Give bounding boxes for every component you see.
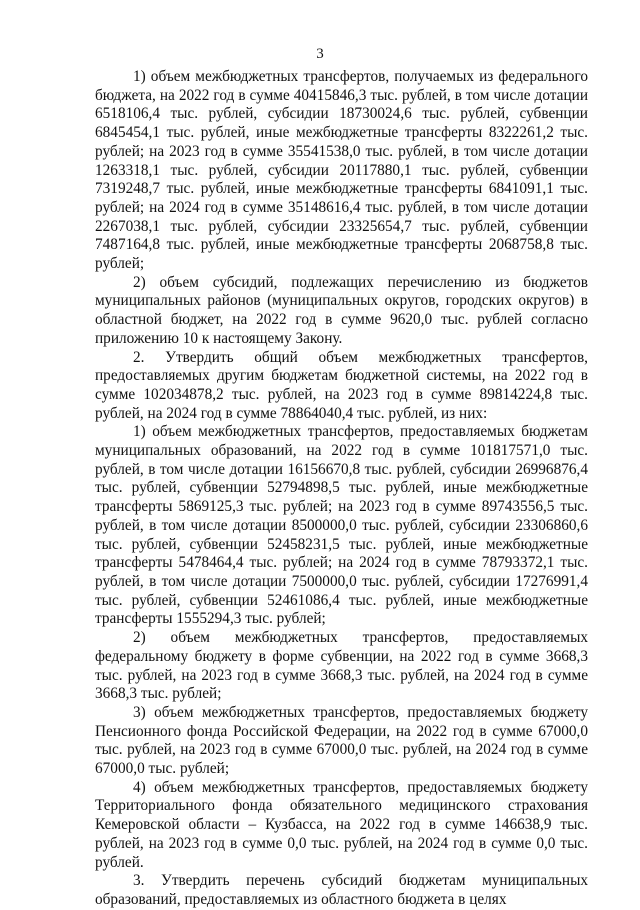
- paragraph-municipal-transfers: 1) объем межбюджетных трансфертов, предоставляемых бюджетам муниципальных образований, на 2022 год в сумме 101817571,0 тыс. рублей, в том числе дотации 16156670,8 тыс. рублей, субсидии 26996876,4 тыс. рублей, субвенции 52794898,5 тыс. рублей, иные межбюджетные трансферты 5869125,3 тыс. рублей; на 2023 год в сумме 89743556,5 тыс. рублей, в том числе дотации 8500000,0 тыс. рублей, субсидии 23306860,6 тыс. рублей, субвенции 52458231,5 тыс. рублей, иные межбюджетные трансферты 5478464,4 тыс. рублей; на 2024 год в сумме 78793372,1 тыс. рублей, в том числе дотации 7500000,0 тыс. рублей, субсидии 17276991,4 тыс. рублей, субвенции 52461086,4 тыс. рублей, иные межбюджетные трансферты 1555294,3 тыс. рублей;: [95, 423, 588, 628]
- page-number: 3: [316, 46, 324, 62]
- paragraph-federal-budget-subvention: 2) объем межбюджетных трансфертов, предоставляемых федеральному бюджету в форме субвенции, на 2022 год в сумме 3668,3 тыс. рублей, на 2023 год в сумме 3668,3 тыс. рублей, на 2024 год в сумме 3668,3 тыс. рублей;: [95, 629, 588, 703]
- paragraph-medical-insurance-fund-transfers: 4) объем межбюджетных трансфертов, предоставляемых бюджету Территориального фонда обязательного медицинского страхования Кемеровской области – Кузбасса, на 2022 год в сумме 146638,9 тыс. рублей, на 2023 год в сумме 0,0 тыс. рублей, на 2024 год в сумме 0,0 тыс. рублей.: [95, 778, 588, 871]
- paragraph-federal-transfers: 1) объем межбюджетных трансфертов, получаемых из федерального бюджета, на 2022 год в сумме 40415846,3 тыс. рублей, в том числе дотации 6518106,4 тыс. рублей, субсидии 18730024,6 тыс. рублей, субвенции 6845454,1 тыс. рублей, иные межбюджетные трансферты 8322261,2 тыс. рублей; на 2023 год в сумме 35541538,0 тыс. рублей, в том числе дотации 1263318,1 тыс. рублей, субсидии 20117880,1 тыс. рублей, субвенции 7319248,7 тыс. рублей, иные межбюджетные трансферты 6841091,1 тыс. рублей; на 2024 год в сумме 35148616,4 тыс. рублей, в том числе дотации 2267038,1 тыс. рублей, субсидии 23325654,7 тыс. рублей, субвенции 7487164,8 тыс. рублей, иные межбюджетные трансферты 2068758,8 тыс. рублей;: [95, 68, 588, 273]
- paragraph-pension-fund-transfers: 3) объем межбюджетных трансфертов, предоставляемых бюджету Пенсионного фонда Российской Федерации, на 2022 год в сумме 67000,0 тыс. рублей, на 2023 год в сумме 67000,0 тыс. рублей, на 2024 год в сумме 67000,0 тыс. рублей;: [95, 703, 588, 778]
- paragraph-total-transfers: 2. Утвердить общий объем межбюджетных трансфертов, предоставляемых другим бюджетам бюджетной системы, на 2022 год в сумме 102034878,2 тыс. рублей, на 2023 год в сумме 89814224,8 тыс. рублей, на 2024 год в сумме 78864040,4 тыс. рублей, из них:: [95, 348, 588, 422]
- document-body: [95, 68, 588, 910]
- paragraph-subsidy-list: 3. Утвердить перечень субсидий бюджетам муниципальных образований, предоставляемых из областного бюджета в целях: [95, 872, 588, 908]
- paragraph-subsidies-to-regional-budget: 2) объем субсидий, подлежащих перечислению из бюджетов муниципальных районов (муниципальных округов, городских округов) в областной бюджет, на 2022 год в сумме 9620,0 тыс. рублей согласно приложению 10 к настоящему Закону.: [95, 273, 588, 347]
